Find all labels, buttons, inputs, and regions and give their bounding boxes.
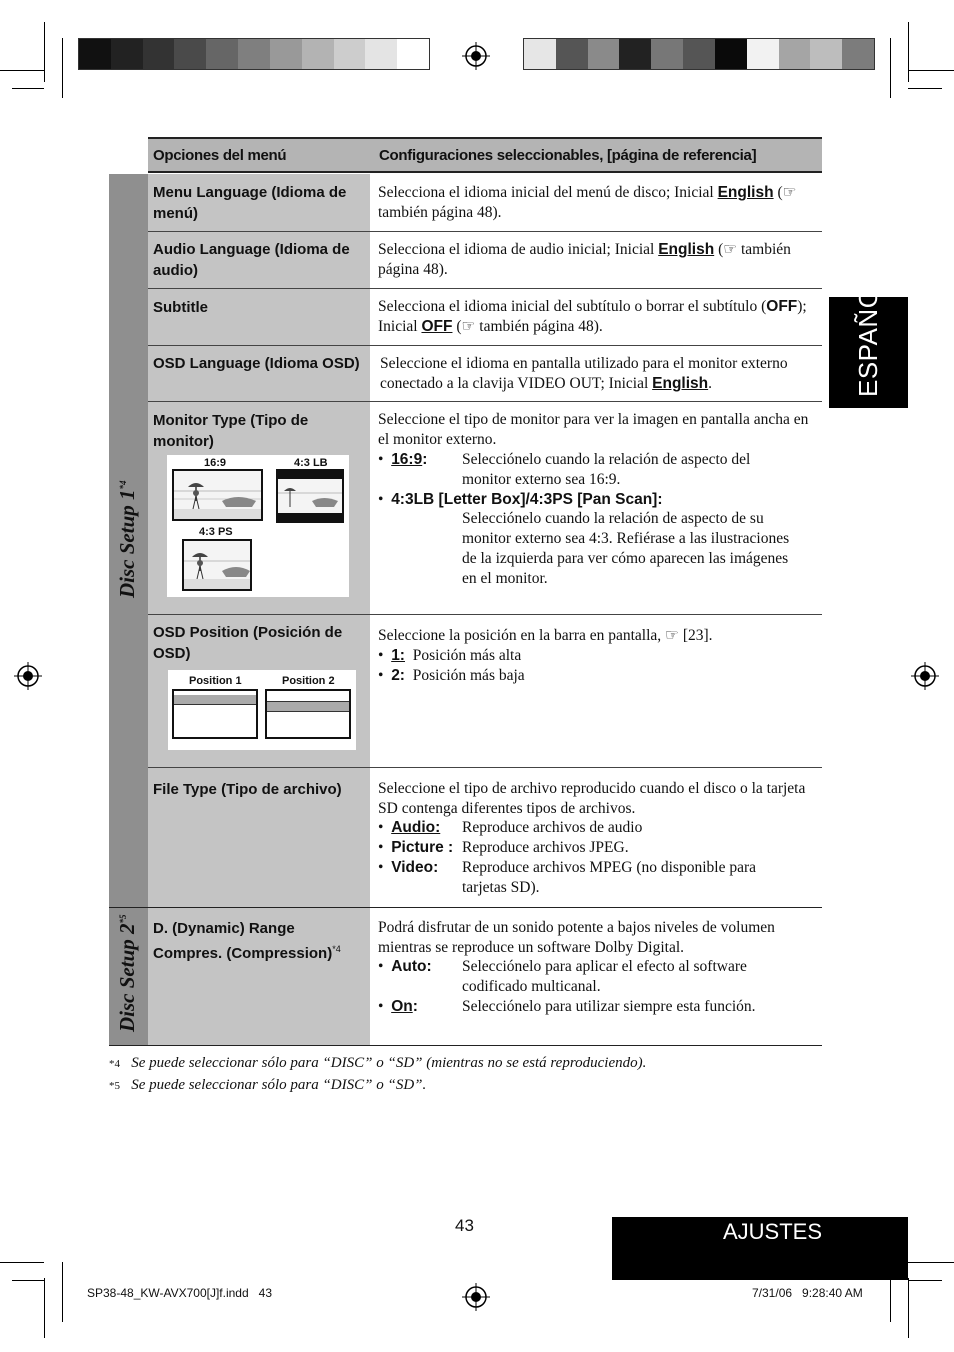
label-monitor-type: Monitor Type (Tipo de monitor) xyxy=(153,412,309,450)
caption-43ps: 4:3 PS xyxy=(199,526,233,538)
crop-mark xyxy=(908,1262,954,1263)
print-file-info: SP38-48_KW-AVX700[J]f.indd 43 xyxy=(87,1286,272,1300)
crop-mark xyxy=(12,88,44,89)
header-menu-options: Opciones del menú xyxy=(153,147,287,164)
screen-43ps xyxy=(182,539,252,591)
registration-mark-icon xyxy=(462,42,490,70)
print-date-info: 7/31/06 9:28:40 AM xyxy=(752,1286,863,1300)
registration-mark-icon xyxy=(911,662,939,690)
caption-43lb: 4:3 LB xyxy=(294,457,328,469)
desc-file-type: Seleccione el tipo de archivo reproducido cuando el disco o la tarjeta SD contenga diferentes tipos de archivos. xyxy=(378,780,806,817)
desc-osd-position: Seleccione la posición en la barra en pantalla, ☞ [23]. xyxy=(378,627,713,644)
crop-mark xyxy=(44,22,45,82)
label-menu-language: Menu Language (Idioma de menú) xyxy=(153,184,347,222)
screen-43lb xyxy=(276,469,344,523)
section-tab: AJUSTES xyxy=(612,1217,908,1280)
crop-mark xyxy=(908,1278,909,1338)
footnote-5: *5 Se puede seleccionar sólo para “DISC” o “SD”. xyxy=(109,1077,427,1093)
option-audio: • Audio: xyxy=(378,819,441,836)
option-picture-desc: Reproduce archivos JPEG. xyxy=(462,839,629,856)
page-number: 43 xyxy=(455,1216,474,1235)
option-audio-desc: Reproduce archivos de audio xyxy=(462,819,643,836)
option-16-9-desc: Selecciónelo cuando la relación de aspecto del monitor externo sea 16:9. xyxy=(462,451,751,488)
table-header xyxy=(148,137,822,173)
disc-setup-2-label: Disc Setup 2$^{*5}$ xyxy=(115,914,139,1032)
caption-16-9: 16:9 xyxy=(204,457,227,469)
label-osd-position: OSD Position (Posición de OSD) xyxy=(153,624,343,662)
label-drc: D. (Dynamic) Range Compres. (Compression)$^{*4}$ xyxy=(153,920,341,962)
caption-position-1: Position 1 xyxy=(189,675,242,687)
desc-osd-language: Seleccione el idioma en pantalla utilizado para el monitor externo conectado a la clavija VIDEO OUT; Inicial English. xyxy=(380,355,788,392)
language-tab: ESPAÑOL xyxy=(829,297,908,408)
header-settings: Configuraciones seleccionables, [página de referencia] xyxy=(379,147,757,164)
label-file-type: File Type (Tipo de archivo) xyxy=(153,781,342,798)
monitor-type-illustration xyxy=(167,455,349,597)
crop-mark xyxy=(62,1262,63,1322)
crop-mark xyxy=(890,38,891,98)
color-bar-left xyxy=(78,38,430,70)
crop-mark xyxy=(908,88,942,89)
label-audio-language: Audio Language (Idioma de audio) xyxy=(153,241,350,279)
crop-mark xyxy=(12,1280,44,1281)
desc-menu-language: Selecciona el idioma inicial del menú de disco; Inicial English (☞ también página 48). xyxy=(378,184,797,221)
option-position-2: • 2: Posición más baja xyxy=(378,667,525,684)
footnote-4: *4 Se puede seleccionar sólo para “DISC” o “SD” (mientras no se está reproduciendo). xyxy=(109,1055,647,1071)
crop-mark xyxy=(0,70,44,71)
desc-subtitle: Selecciona el idioma inicial del subtítulo o borrar el subtítulo (OFF); Inicial OFF (☞ también página 48). xyxy=(378,298,807,335)
screen-16-9 xyxy=(172,469,263,521)
osd-position-illustration xyxy=(168,670,356,750)
option-video: • Video: xyxy=(378,859,439,876)
crop-mark xyxy=(62,38,63,98)
desc-monitor-type: Seleccione el tipo de monitor para ver la imagen en pantalla ancha en el monitor externo. xyxy=(378,411,809,448)
label-subtitle: Subtitle xyxy=(153,299,208,316)
desc-audio-language: Selecciona el idioma de audio inicial; Inicial English (☞ también página 48). xyxy=(378,241,791,278)
label-osd-language: OSD Language (Idioma OSD) xyxy=(153,355,360,372)
crop-mark xyxy=(908,70,954,71)
screen-position-2 xyxy=(265,689,351,739)
crop-mark xyxy=(908,22,909,82)
color-bar-right xyxy=(523,38,875,70)
caption-position-2: Position 2 xyxy=(282,675,335,687)
registration-mark-icon xyxy=(462,1283,490,1311)
option-video-desc: Reproduce archivos MPEG (no disponible para tarjetas SD). xyxy=(462,859,757,896)
option-on-desc: Selecciónelo para utilizar siempre esta función. xyxy=(462,998,756,1015)
crop-mark xyxy=(0,1262,44,1263)
screen-position-1 xyxy=(172,689,258,739)
desc-drc: Podrá disfrutar de un sonido potente a bajos niveles de volumen mientras se reproduce un software Dolby Digital. xyxy=(378,919,775,956)
option-auto: • Auto: xyxy=(378,958,432,975)
option-picture: • Picture : xyxy=(378,839,454,856)
option-auto-desc: Selecciónelo para aplicar el efecto al software codificado multicanal. xyxy=(462,958,747,995)
option-43-desc: Selecciónelo cuando la relación de aspecto de su monitor externo sea 4:3. Refiérase a las ilustraciones de la izquierda para ver cómo aparecen las imágenes en el monitor. xyxy=(462,510,790,587)
option-43: • 4:3LB [Letter Box]/4:3PS [Pan Scan]: xyxy=(378,491,663,508)
option-16-9: • 16:9: xyxy=(378,451,428,468)
option-on: • On: xyxy=(378,998,418,1015)
crop-mark xyxy=(44,1278,45,1338)
option-position-1: • 1: Posición más alta xyxy=(378,647,522,664)
disc-setup-1-label: Disc Setup 1$^{*4}$ xyxy=(115,480,139,598)
registration-mark-icon xyxy=(14,662,42,690)
crop-mark xyxy=(908,1280,942,1281)
